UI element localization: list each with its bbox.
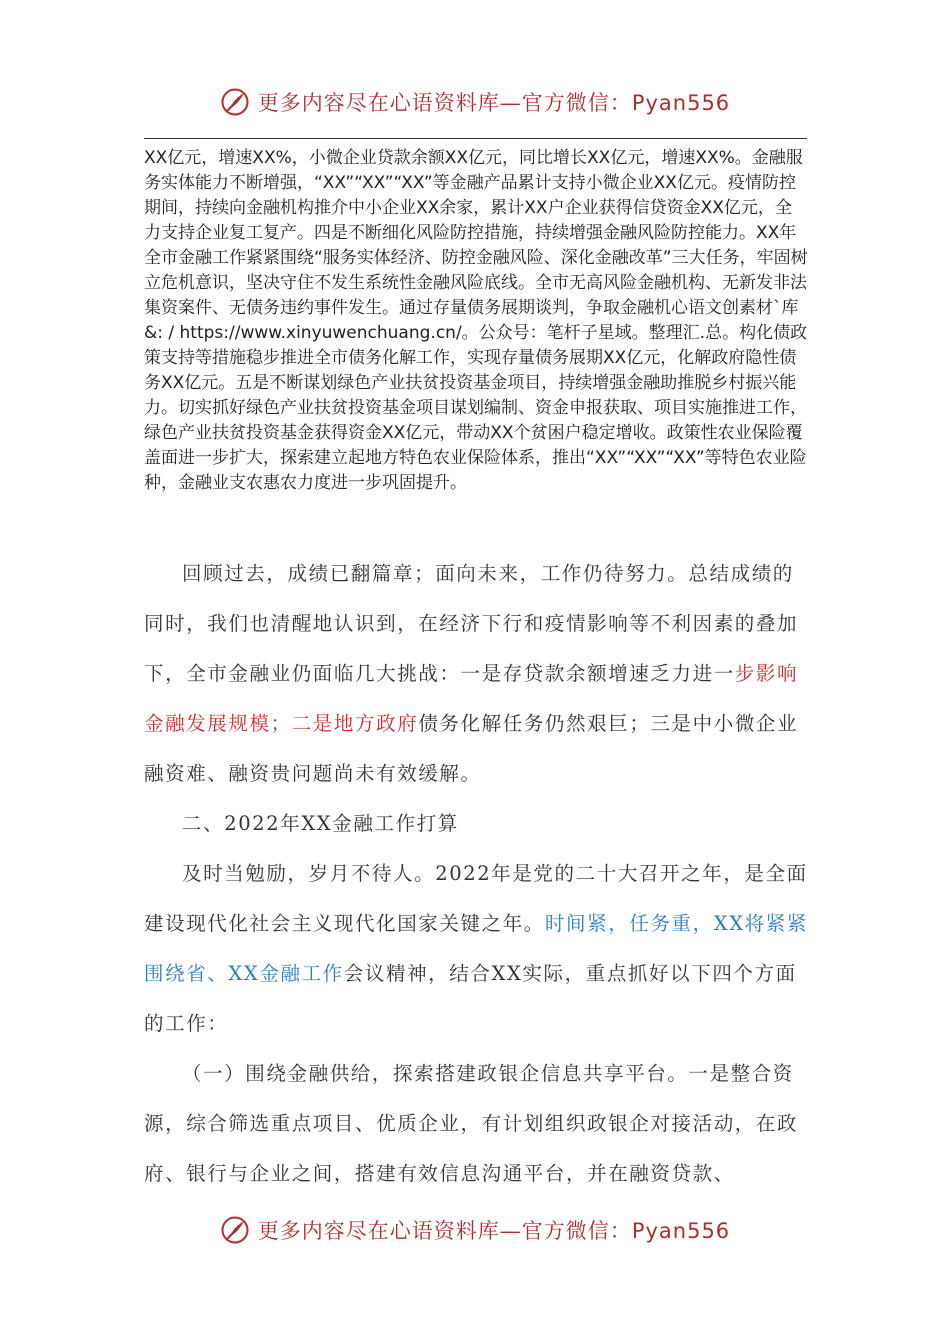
plan-text-2: 会议精神，结合XX实际，重点抓好以下四个方面的工作： (144, 962, 797, 1035)
review-highlight-red: 步影响金融发展规模；二是地方政府 (144, 662, 799, 735)
plan-paragraph (144, 849, 808, 1049)
header-banner-text (258, 87, 730, 117)
review-paragraph (144, 549, 808, 799)
dense-paragraph (144, 146, 808, 496)
quill-logo-icon (220, 1215, 250, 1245)
item-1-paragraph: （一）围绕金融供给，探索搭建政银企信息共享平台。一是整合资源，综合筛选重点项目、优质企业，有计划组织政银企对接活动，在政府、银行与企业之间，搭建有效信息沟通平台，并在融资贷款、 (144, 1062, 799, 1185)
section-heading: 二、2022年XX金融工作打算 (182, 812, 459, 835)
review-text-1: 回顾过去，成绩已翻篇章；面向未来，工作仍待努力。总结成绩的同时，我们也清醒地认识到，在经济下行和疫情影响等不利因素的叠加下，全市金融业仍面临几大挑战：一是存贷款余额增速乏力进一 (144, 562, 799, 685)
review-text-2: 债务化解任务仍然艰巨；三是中小微企业融资难、融资贵问题尚未有效缓解。 (144, 712, 799, 785)
header-banner (0, 80, 950, 124)
footer-banner-text (258, 1215, 730, 1245)
document-body (144, 549, 808, 1199)
quill-logo-icon (220, 87, 250, 117)
footer-banner-main: 更多内容尽在心语资料库—官方微信： (257, 1219, 632, 1243)
footer-banner-contact: Pyan556 (631, 1219, 731, 1243)
plan-text-1: 及时当勉励，岁月不待人。2022年是党的二十大召开之年，是全面建设现代化社会主义现代化国家关键之年。 (144, 862, 808, 935)
header-banner-contact: Pyan556 (631, 91, 731, 115)
header-rule (144, 138, 807, 139)
header-banner-main: 更多内容尽在心语资料库—官方微信： (257, 91, 632, 115)
plan-highlight-blue: 时间紧，任务重，XX将紧紧围绕省、XX金融工作 (144, 912, 808, 985)
dense-paragraph-text: XX亿元，增速XX%，小微企业贷款余额XX亿元，同比增长XX亿元，增速XX%。金融服务实体能力不断增强，“XX”“XX”“XX”等金融产品累计支持小微企业XX亿元。疫情防控期间，持续向金融机构推介中小企业XX余家，累计XX户企业获得信贷资金XX亿元，全力支持企业复工复产。四是不断细化风险防控措施，持续增强金融风险防控能力。XX年全市金融工作紧紧围绕“服务实体经济、防控金融风险、深化金融改革”三大任务，牢固树立危机意识，坚决守住不发生系统性金融风险底线。全市无高风险金融机构、无新发非法集资案件、无债务违约事件发生。通过存量债务展期谈判，争取金融机心语文创素材`库&: / https://www.xinyuwenchuang.cn/。公众号：笔杆子星域。整理汇.总。构化债政策支持等措施稳步推进全市债务化解工作，实现存量债务展期XX亿元，化解政府隐性债务XX亿元。五是不断谋划绿色产业扶贫投资基金项目，持续增强金融助推脱乡村振兴能力。切实抓好绿色产业扶贫投资基金项目谋划编制、资金申报获取、项目实施推进工作，绿色产业扶贫投资基金获得资金XX亿元，带动XX个贫困户稳定增收。政策性农业保险覆盖面进一步扩大，探索建立起地方特色农业保险体系，推出“XX”“XX”“XX”等特色农业险种，金融业支农惠农力度进一步巩固提升。 (144, 148, 808, 493)
footer-banner (0, 1208, 950, 1252)
